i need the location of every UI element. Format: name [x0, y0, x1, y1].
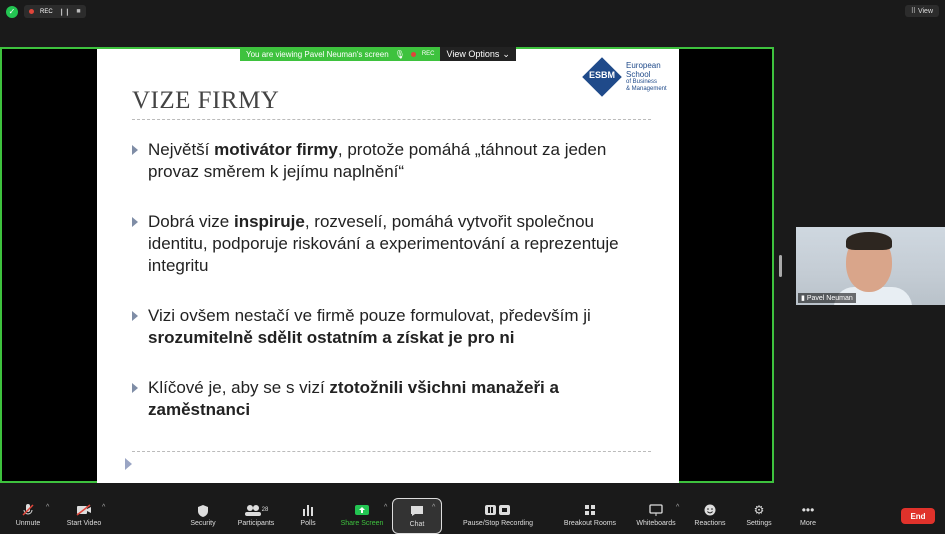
top-left-controls — [6, 5, 86, 18]
share-screen-label: Share Screen — [340, 520, 384, 527]
polls-icon — [302, 501, 314, 519]
logo-text — [626, 61, 667, 93]
breakout-rooms-label: Breakout Rooms — [563, 520, 617, 527]
esbm-logo — [582, 57, 667, 97]
footer-arrow-icon — [125, 458, 132, 470]
bottom-divider — [132, 451, 651, 452]
viewing-text: You are viewing Pavel Neuman's screen — [246, 49, 389, 59]
polls-label: Polls — [300, 520, 316, 527]
breakout-rooms-button[interactable] — [560, 498, 620, 532]
logo-line-3: of Business — [626, 79, 658, 85]
settings-label: Settings — [746, 520, 772, 527]
video-off-icon — [76, 501, 92, 519]
share-options-chevron-icon[interactable]: ^ — [384, 504, 388, 511]
view-options-button[interactable] — [440, 47, 515, 61]
pause-stop-icon — [484, 501, 512, 519]
bullet-text: Klíčové je, aby se s vizí ztotožnili všichni manažeři a zaměstnanci — [148, 378, 559, 419]
participant-name: Pavel Neuman — [806, 295, 853, 302]
bullet-arrow-icon — [132, 383, 138, 393]
bullet-text: Největší motivátor firmy, protože pomáhá „táhnout za jeden provaz směrem k jejímu naplnění“ — [148, 140, 607, 181]
unmute-button[interactable] — [10, 498, 46, 532]
more-button[interactable] — [794, 498, 822, 532]
whiteboard-icon — [649, 501, 663, 519]
breakout-rooms-icon — [584, 501, 596, 519]
recording-indicator — [24, 5, 86, 18]
rec-label: REC — [40, 8, 53, 15]
bullet-arrow-icon — [132, 311, 138, 321]
gear-icon: ⚙ — [753, 503, 765, 517]
view-label: View — [917, 8, 933, 15]
participant-video-tile[interactable] — [796, 227, 945, 305]
share-screen-button[interactable] — [338, 498, 386, 532]
bullet-4 — [132, 377, 652, 421]
pause-recording-icon[interactable]: ❙❙ — [58, 8, 71, 16]
end-meeting-button[interactable]: End — [901, 508, 935, 524]
record-dot-icon — [29, 9, 34, 14]
chat-icon — [410, 502, 424, 520]
settings-button[interactable] — [742, 498, 776, 532]
bullet-2 — [132, 211, 652, 277]
reactions-icon — [703, 501, 717, 519]
security-button[interactable] — [186, 498, 220, 532]
bullet-arrow-icon — [132, 145, 138, 155]
participants-button[interactable] — [234, 498, 278, 532]
title-divider — [132, 119, 651, 120]
shield-icon — [197, 501, 209, 519]
pause-stop-recording-label: Pause/Stop Recording — [462, 520, 534, 527]
polls-button[interactable] — [296, 498, 320, 532]
shield-check-icon[interactable]: ✓ — [6, 6, 18, 18]
reactions-button[interactable] — [692, 498, 728, 532]
logo-line-2: School — [626, 70, 651, 79]
participants-label: Participants — [237, 520, 275, 527]
participant-name-tag — [798, 293, 856, 303]
signal-icon: ▮ — [801, 295, 805, 302]
slide-title: VIZE FIRMY — [132, 87, 280, 114]
start-video-label: Start Video — [66, 520, 102, 527]
reactions-label: Reactions — [694, 520, 726, 527]
mic-muted-icon — [21, 501, 35, 519]
logo-line-4: & Management — [626, 86, 667, 92]
whiteboard-options-chevron-icon[interactable]: ^ — [676, 504, 680, 511]
bullet-arrow-icon — [132, 217, 138, 227]
mic-icon: 🎙 — [394, 49, 405, 59]
logo-line-1: European — [626, 61, 661, 70]
whiteboards-button[interactable] — [632, 498, 680, 532]
start-video-button[interactable] — [62, 498, 106, 532]
chat-options-chevron-icon[interactable]: ^ — [432, 504, 436, 511]
whiteboards-label: Whiteboards — [636, 520, 676, 527]
bullet-3 — [132, 305, 652, 349]
view-options-label: View Options — [446, 49, 500, 59]
more-dots-icon: ••• — [801, 503, 815, 517]
esbm-logo-mark — [582, 57, 622, 97]
video-options-chevron-icon[interactable]: ^ — [102, 504, 106, 511]
meeting-toolbar — [0, 498, 945, 532]
audio-options-chevron-icon[interactable]: ^ — [46, 504, 50, 511]
presentation-slide — [97, 49, 679, 483]
logo-mark-text: ESBM — [588, 70, 615, 80]
participants-icon — [244, 501, 269, 519]
unmute-label: Unmute — [15, 520, 41, 527]
chevron-down-icon: ⌄ — [502, 48, 510, 59]
share-screen-icon — [354, 501, 370, 519]
chat-label: Chat — [409, 521, 425, 528]
pause-stop-recording-button[interactable] — [458, 498, 538, 532]
view-button[interactable] — [905, 5, 939, 17]
bullet-text: Vizi ovšem nestačí ve firmě pouze formulovat, především ji srozumitelně sdělit ostatním a získat je pro ni — [148, 306, 591, 347]
banner-rec-dot-icon — [411, 52, 416, 57]
viewing-banner — [240, 47, 516, 61]
grid-icon: ⠿ — [910, 8, 916, 15]
panel-resize-handle[interactable] — [779, 255, 782, 277]
stop-recording-icon[interactable]: ■ — [76, 8, 81, 15]
banner-rec-label: REC — [421, 51, 435, 57]
more-label: More — [800, 520, 816, 527]
participants-count: 28 — [261, 507, 269, 513]
security-label: Security — [190, 520, 216, 527]
bullet-1 — [132, 139, 652, 183]
viewing-notice — [240, 47, 440, 61]
bullet-text: Dobrá vize inspiruje, rozveselí, pomáhá vytvořit společnou identitu, podporuje riskování a experimentování a reprezentuje integritu — [148, 212, 619, 275]
